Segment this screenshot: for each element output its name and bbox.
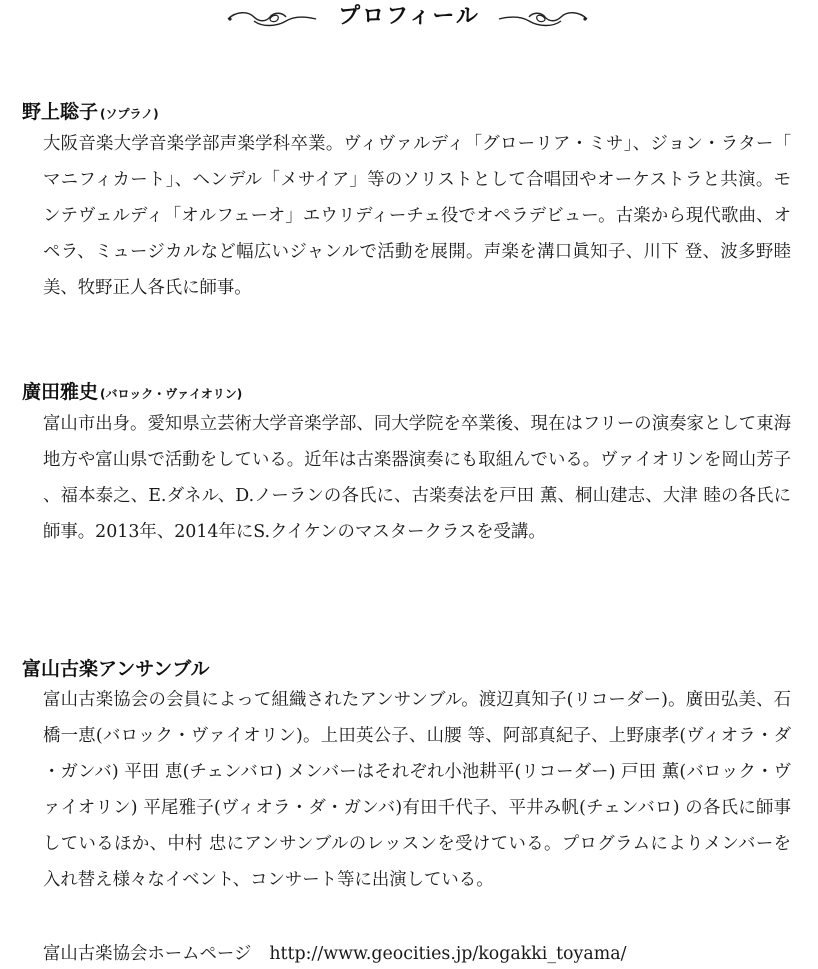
- header: [0, 0, 818, 44]
- profile-heading: [22, 97, 159, 124]
- profile-heading: [22, 377, 242, 404]
- page-title: プロフィール: [338, 4, 480, 29]
- homepage-label: 富山古楽協会ホームページ: [43, 944, 252, 964]
- profile-role: (ソプラノ): [100, 107, 159, 121]
- profile-name: 廣田雅史: [22, 381, 99, 403]
- ornament-right-icon: [497, 8, 589, 30]
- homepage-url[interactable]: http://www.geocities.jp/kogakki_toyama/: [269, 944, 627, 964]
- profile-bio: 富山古楽協会の会員によって組織されたアンサンブル。渡辺真知子(リコーダー)。廣田弘美、石橋一恵(バロック・ヴァイオリン)。上田英公子、山腰 等、阿部真紀子、上野康孝(ヴィオラ・ダ・ガンバ) 平田 恵(チェンバロ) メンバーはそれぞれ小池耕平(リコーダー) 戸田 薫(バロック・ヴァイオリン) 平尾雅子(ヴィオラ・ダ・ガンバ)有田千代子、平井み帆(チェンバロ) の各氏に師事しているほか、中村 忠にアンサンブルのレッスンを受けている。プログラムによりメンバーを入れ替え様々なイベント、コンサート等に出演している。: [43, 690, 791, 890]
- homepage-line: [43, 940, 626, 968]
- profile-heading: [22, 654, 212, 681]
- profile-role: (バロック・ヴァイオリン): [100, 387, 243, 401]
- profile-name: 富山古楽アンサンブル: [22, 658, 210, 680]
- profile-bio: 富山市出身。愛知県立芸術大学音楽学部、同大学院を卒業後、現在はフリーの演奏家として東海地方や富山県で活動をしている。近年は古楽器演奏にも取組んでいる。ヴァイオリンを岡山芳子、福本泰之、E.ダネル、D.ノーランの各氏に、古楽奏法を戸田 薫、桐山建志、大津 睦の各氏に師事。2013年、2014年にS.クイケンのマスタークラスを受講。: [43, 414, 791, 542]
- profile-bio: 大阪音楽大学音楽学部声楽学科卒業。ヴィヴァルディ「グローリア・ミサ」、ジョン・ラター「マニフィカート」、ヘンデル「メサイア」等のソリストとして合唱団やオーケストラと共演。モンテヴェルディ「オルフェーオ」エウリディーチェ役でオペラデビュー。古楽から現代歌曲、オペラ、ミュージカルなど幅広いジャンルで活動を展開。声楽を溝口眞知子、川下 登、波多野睦美、牧野正人各氏に師事。: [43, 134, 791, 298]
- profile-name: 野上聡子: [22, 101, 99, 123]
